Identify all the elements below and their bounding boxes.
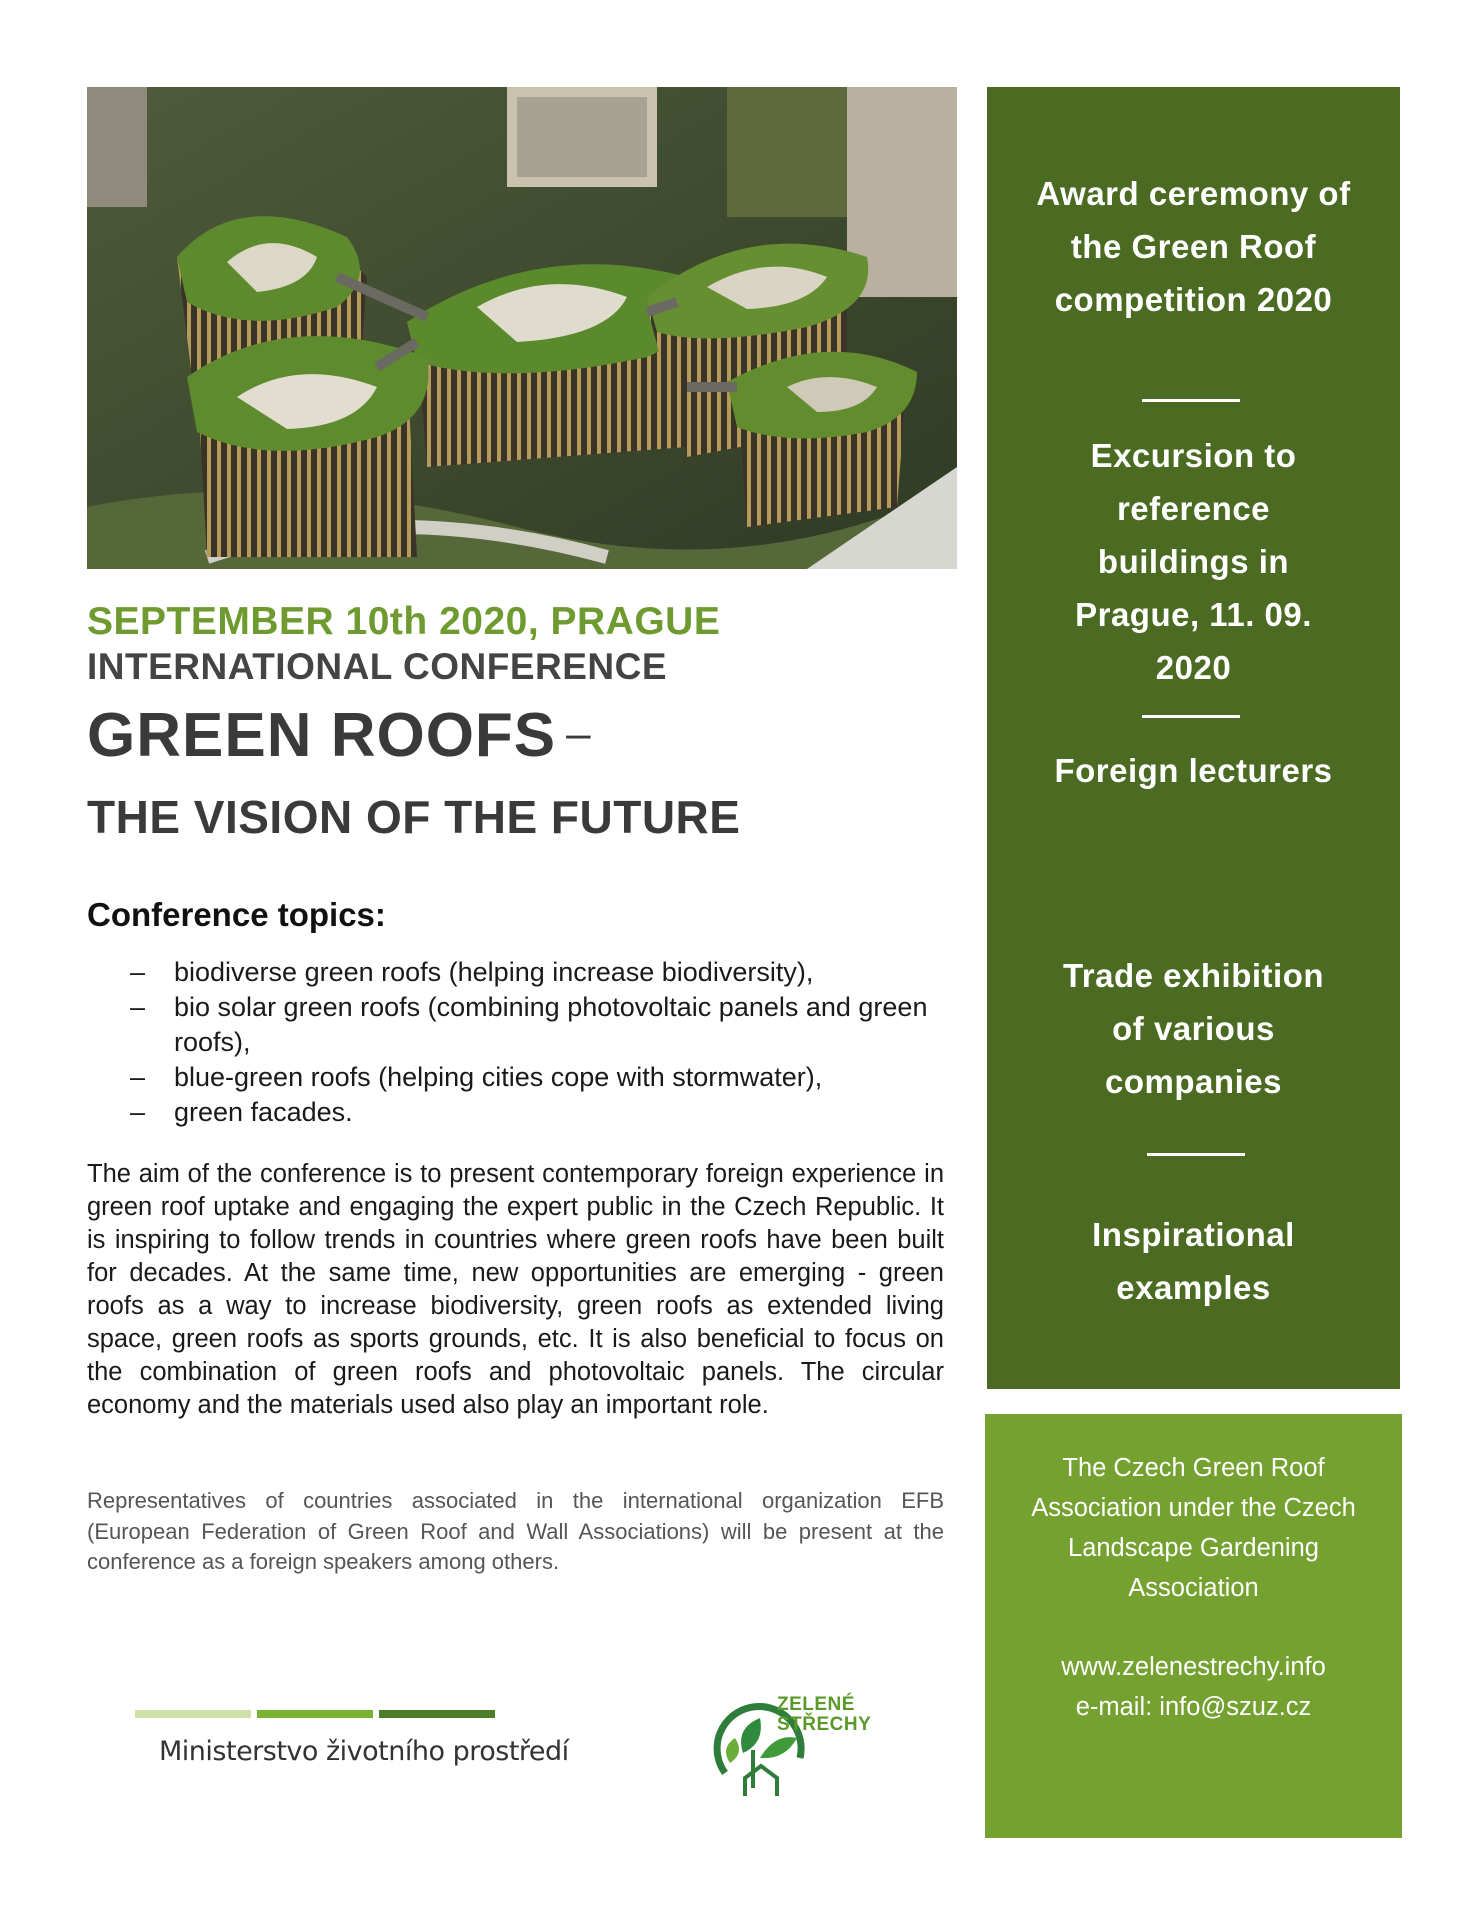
list-item [130,1060,950,1095]
representatives-paragraph: Representatives of countries associated in the international organization EFB (European Federation of Green Roof and Wall Associations) will be present at the conference as a foreign speakers among others. [87,1488,944,1574]
logo-bar-dark [379,1710,495,1718]
zelene-strechy-logo [705,1688,875,1798]
logo-text-strechy: STŘECHY [777,1714,872,1735]
bullet-dash: – [130,957,146,987]
green-roof-aerial-photo-icon [87,87,957,569]
association-name: The Czech Green Roof Association under the Czech Landscape Gardening Association [1031,1454,1356,1602]
ministry-logo [135,1710,569,1780]
ministry-name: Ministerstvo životního prostředí [159,1736,569,1767]
topics-heading: Conference topics: [87,896,386,933]
association-panel [985,1414,1402,1838]
email-link[interactable]: e-mail: info@szuz.cz [1075,1693,1312,1721]
topic-text: blue-green roofs (helping cities cope with stormwater), [174,1062,823,1092]
bullet-dash: – [130,1097,146,1127]
hero-photo [87,87,957,569]
divider [1147,1153,1245,1156]
aim-paragraph: The aim of the conference is to present contemporary foreign experience in green roof uptake and engaging the expert public in the Czech Republic. It is inspiring to follow trends in countries where green roofs have been built for decades. At the same time, new opportunities are emerging - green roofs as a way to increase biodiversity, green roofs as extended living space, green roofs as sports grounds, etc. It is also beneficial to focus on the combination of green roofs and photovoltaic panels. The circular economy and the materials used also play an important role. [87,1160,944,1419]
title-main: GREEN ROOFS [87,701,557,770]
list-item [130,990,950,1060]
page-title [87,700,592,771]
divider [1142,399,1240,402]
divider [1142,715,1240,718]
list-item [130,1095,950,1130]
website-link[interactable]: www.zelenestrechy.info [1061,1653,1326,1681]
bullet-dash: – [130,992,146,1022]
logo-text-zelene: ZELENÉ [777,1694,855,1715]
sidebar-item-excursion: Excursion to reference buildings in Prague, 11. 09. 2020 [1075,437,1312,686]
page-subtitle: THE VISION OF THE FUTURE [87,791,741,843]
topic-text: bio solar green roofs (combining photovoltaic panels and green roofs), [174,992,928,1057]
sidebar-item-award: Award ceremony of the Green Roof competition 2020 [1036,175,1351,318]
topic-text: biodiverse green roofs (helping increase biodiversity), [174,957,814,987]
sidebar-item-lecturers: Foreign lecturers [1054,752,1333,789]
title-dash: – [566,709,592,758]
list-item [130,955,950,990]
sidebar-item-exhibition: Trade exhibition of various companies [1062,957,1325,1100]
logo-bar-mid [257,1710,373,1718]
topics-list [130,955,950,1130]
event-date-location: SEPTEMBER 10th 2020, PRAGUE [87,600,721,643]
bullet-dash: – [130,1062,146,1092]
topic-text: green facades. [174,1097,353,1127]
event-type: INTERNATIONAL CONFERENCE [87,646,668,687]
logo-bar-light [135,1710,251,1718]
sidebar-item-examples: Inspirational examples [1092,1216,1295,1306]
sidebar-highlights [987,87,1400,1389]
